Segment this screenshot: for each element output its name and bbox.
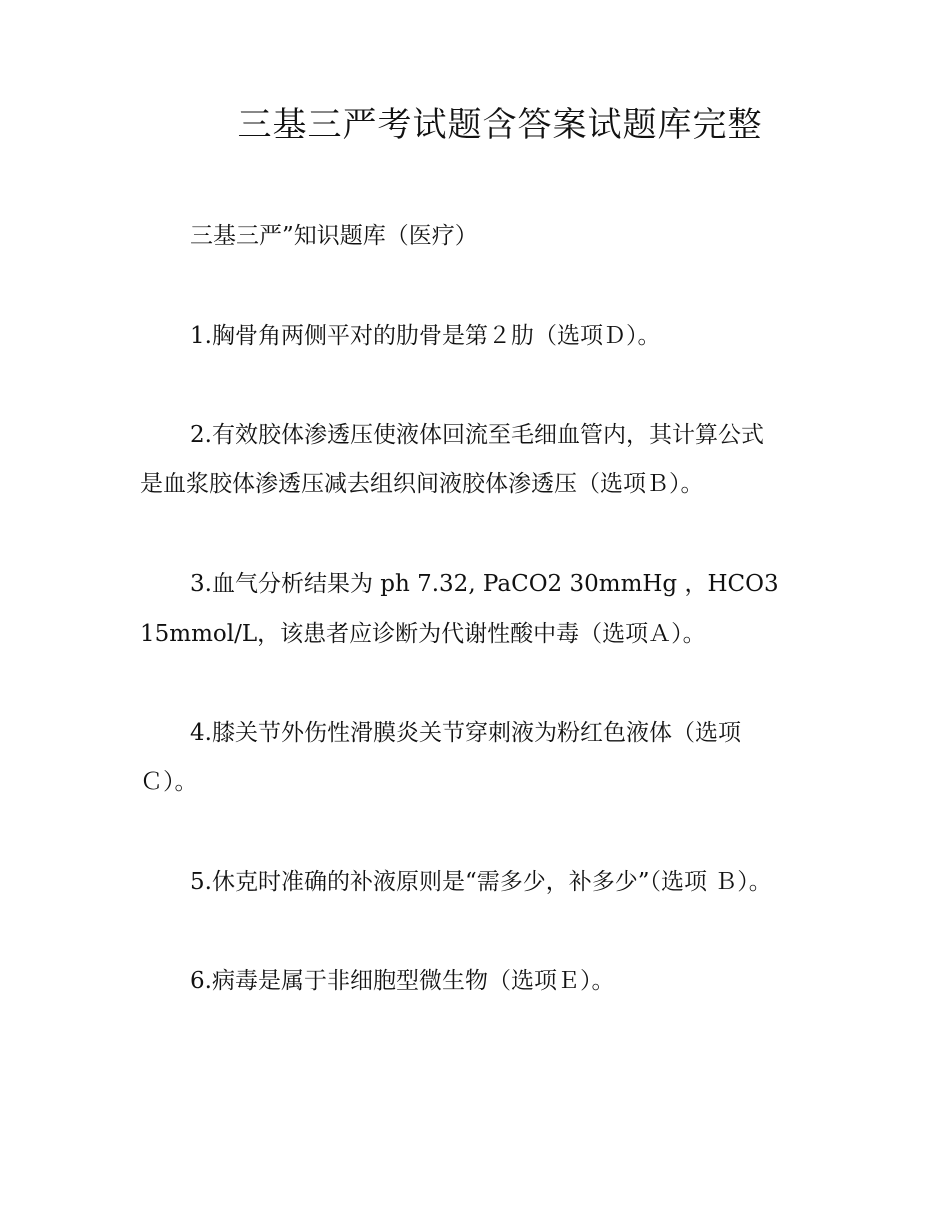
question-4-line-1: 4.膝关节外伤性滑膜炎关节穿刺液为粉红色液体（选项 bbox=[190, 720, 741, 746]
question-6-line-1: 6.病毒是属于非细胞型微生物（选项Ｅ）。 bbox=[190, 968, 615, 994]
question-3-line-2: 15mmol/L，该患者应诊断为代谢性酸中毒（选项Ａ）。 bbox=[140, 621, 706, 647]
question-4-line-2: Ｃ）。 bbox=[140, 769, 198, 795]
question-2-line-1: 2.有效胶体渗透压使液体回流至毛细血管内，其计算公式 bbox=[190, 422, 764, 448]
question-3-line-1: 3.血气分析结果为 ph 7.32, PaCO2 30mmHg ，HCO3 bbox=[190, 571, 779, 597]
question-2-line-2: 是血浆胶体渗透压减去组织间液胶体渗透压（选项Ｂ）。 bbox=[140, 471, 704, 497]
document-subtitle: 三基三严”知识题库（医疗） bbox=[190, 223, 478, 249]
document-title: 三基三严考试题含答案试题库完整 bbox=[237, 105, 763, 145]
question-5-line-1: 5.休克时准确的补液原则是“需多少，补多少”（选项 Ｂ）。 bbox=[190, 869, 772, 895]
question-1-line-1: 1.胸骨角两侧平对的肋骨是第２肋（选项Ｄ）。 bbox=[190, 323, 661, 349]
